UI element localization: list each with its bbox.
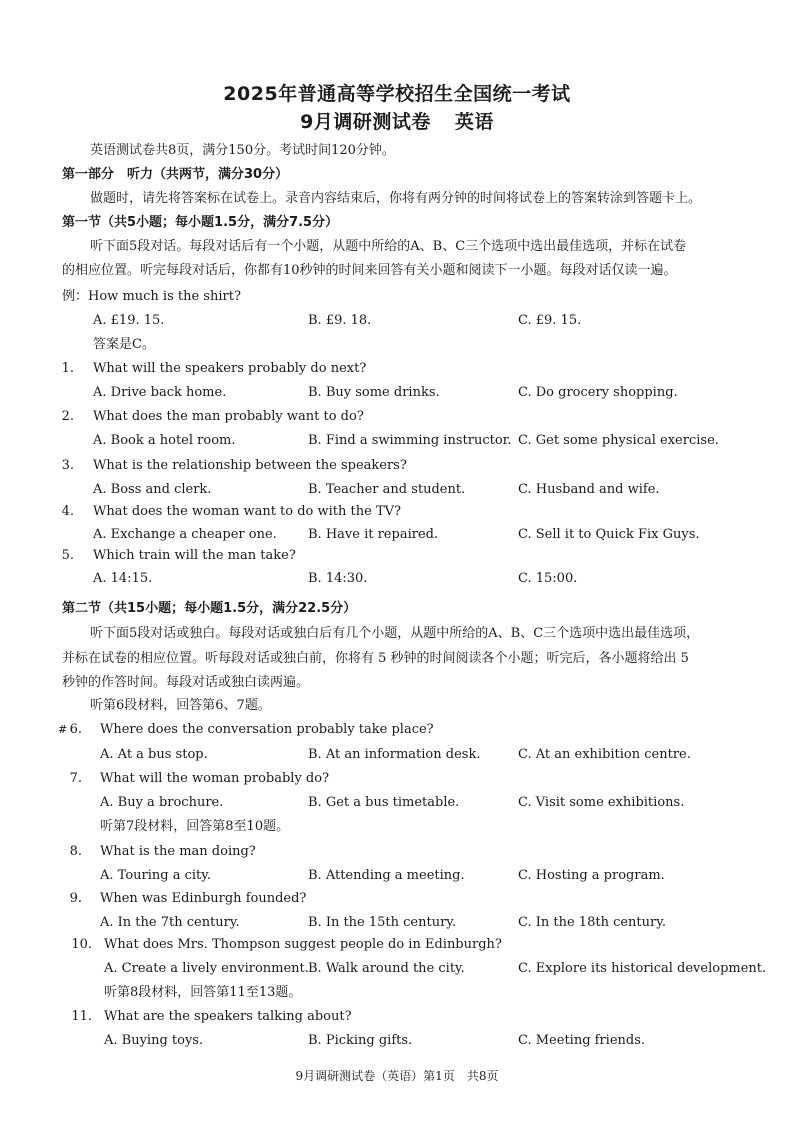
option-a: A. Boss and clerk. (93, 482, 212, 497)
question-number: 5. (61, 548, 74, 563)
section2-heading: 第二节（共15小题；每小题1.5分，满分22.5分） (62, 601, 357, 616)
material-7-note: 听第7段材料，回答第8至10题。 (100, 819, 290, 834)
option-b: B. Have it repaired. (308, 527, 439, 542)
question-number: 4. (61, 504, 74, 519)
option-c: C. Get some physical exercise. (518, 433, 719, 448)
option-b: B. Buy some drinks. (308, 385, 440, 400)
option-a: A. Book a hotel room. (93, 433, 236, 448)
page-footer: 9月调研测试卷（英语）第1页 共8页 (295, 1069, 499, 1083)
question-number: 1. (61, 361, 74, 376)
intro-text: 英语测试卷共8页，满分150分。考试时间120分钟。 (90, 143, 395, 158)
exam-title: 2025年普通高等学校招生全国统一考试 (223, 83, 571, 105)
option-b: B. Picking gifts. (308, 1033, 413, 1048)
option-b: B. Attending a meeting. (308, 868, 465, 883)
question-text: What does the woman want to do with the TV? (93, 504, 401, 519)
question-text: What will the woman probably do? (100, 771, 330, 786)
option-c: C. Do grocery shopping. (518, 385, 678, 400)
option-a: A. In the 7th century. (100, 915, 240, 930)
part1-heading: 第一部分 听力（共两节，满分30分） (62, 167, 289, 182)
option-c: C. Hosting a program. (518, 868, 665, 883)
example-option-b: B. £9. 18. (308, 313, 372, 328)
margin-mark: # (58, 723, 68, 736)
section2-instruction-line2: 并标在试卷的相应位置。听每段对话或独白前，你将有 5 秒钟的时间阅读各个小题；听完后，各小题将给出 5 (62, 651, 689, 666)
question-number: 10. (71, 937, 92, 952)
question-text: What is the man doing? (100, 844, 256, 859)
question-text: Which train will the man take? (93, 548, 296, 563)
example-option-c: C. £9. 15. (518, 313, 582, 328)
question-text: What does Mrs. Thompson suggest people do in Edinburgh? (104, 937, 502, 952)
example-label: 例： (62, 289, 89, 304)
option-c: C. At an exhibition centre. (518, 747, 691, 762)
material-6-note: 听第6段材料，回答第6、7题。 (90, 698, 271, 713)
question-text: Where does the conversation probably take place? (100, 722, 434, 737)
question-text: What is the relationship between the speakers? (93, 458, 407, 473)
option-a: A. Exchange a cheaper one. (93, 527, 277, 542)
option-c: C. Visit some exhibitions. (518, 795, 685, 810)
option-c: C. Meeting friends. (518, 1033, 646, 1048)
section2-instruction-line1: 听下面5段对话或独白。每段对话或独白后有几个小题，从题中所给的A、B、C三个选项中选出最佳选项， (90, 626, 700, 641)
option-b: B. At an information desk. (308, 747, 481, 762)
question-text: What will the speakers probably do next? (93, 361, 367, 376)
option-b: B. 14:30. (308, 571, 368, 586)
option-a: A. Create a lively environment. (104, 961, 309, 976)
option-b: B. Teacher and student. (308, 482, 466, 497)
section1-instruction-line2: 的相应位置。听完每段对话后，你都有10秒钟的时间来回答有关小题和阅读下一小题。每段对话仅读一遍。 (62, 263, 677, 278)
option-a: A. Buy a brochure. (100, 795, 224, 810)
option-a: A. 14:15. (93, 571, 153, 586)
subtitle-subject: 英语 (454, 111, 494, 133)
question-text: When was Edinburgh founded? (100, 891, 307, 906)
option-b: B. In the 15th century. (308, 915, 457, 930)
question-number: 6. (69, 722, 82, 737)
option-a: A. At a bus stop. (100, 747, 208, 762)
question-text: What does the man probably want to do? (93, 409, 364, 424)
option-c: C. In the 18th century. (518, 915, 666, 930)
exam-subtitle (0, 110, 794, 136)
question-number: 2. (61, 409, 74, 424)
example-question: How much is the shirt? (88, 289, 241, 304)
option-a: A. Buying toys. (104, 1033, 204, 1048)
material-8-note: 听第8段材料，回答第11至13题。 (104, 985, 302, 1000)
question-number: 8. (69, 844, 82, 859)
option-c: C. 15:00. (518, 571, 578, 586)
part1-instruction: 做题时，请先将答案标在试卷上。录音内容结束后，你将有两分钟的时间将试卷上的答案转涂到答题卡上。 (90, 191, 702, 206)
option-c: C. Sell it to Quick Fix Guys. (518, 527, 700, 542)
example-block (62, 288, 241, 306)
option-b: B. Find a swimming instructor. (308, 433, 512, 448)
question-number: 7. (69, 771, 82, 786)
question-number: 11. (71, 1009, 92, 1024)
question-number: 9. (69, 891, 82, 906)
option-b: B. Walk around the city. (308, 961, 465, 976)
question-text: What are the speakers talking about? (104, 1009, 352, 1024)
example-option-a: A. £19. 15. (93, 313, 165, 328)
subtitle-test-name: 9月调研测试卷 (300, 111, 431, 133)
option-b: B. Get a bus timetable. (308, 795, 460, 810)
option-a: A. Drive back home. (93, 385, 227, 400)
section1-heading: 第一节（共5小题；每小题1.5分，满分7.5分） (62, 215, 339, 230)
option-c: C. Husband and wife. (518, 482, 660, 497)
option-c: C. Explore its historical development. (518, 961, 767, 976)
option-a: A. Touring a city. (100, 868, 212, 883)
question-number: 3. (61, 458, 74, 473)
section1-instruction-line1: 听下面5段对话。每段对话后有一个小题，从题中所给的A、B、C三个选项中选出最佳选项，并标在试卷 (90, 239, 687, 254)
section2-instruction-line3: 秒钟的作答时间。每段对话或独白读两遍。 (62, 675, 310, 690)
example-answer: 答案是C。 (93, 337, 155, 352)
